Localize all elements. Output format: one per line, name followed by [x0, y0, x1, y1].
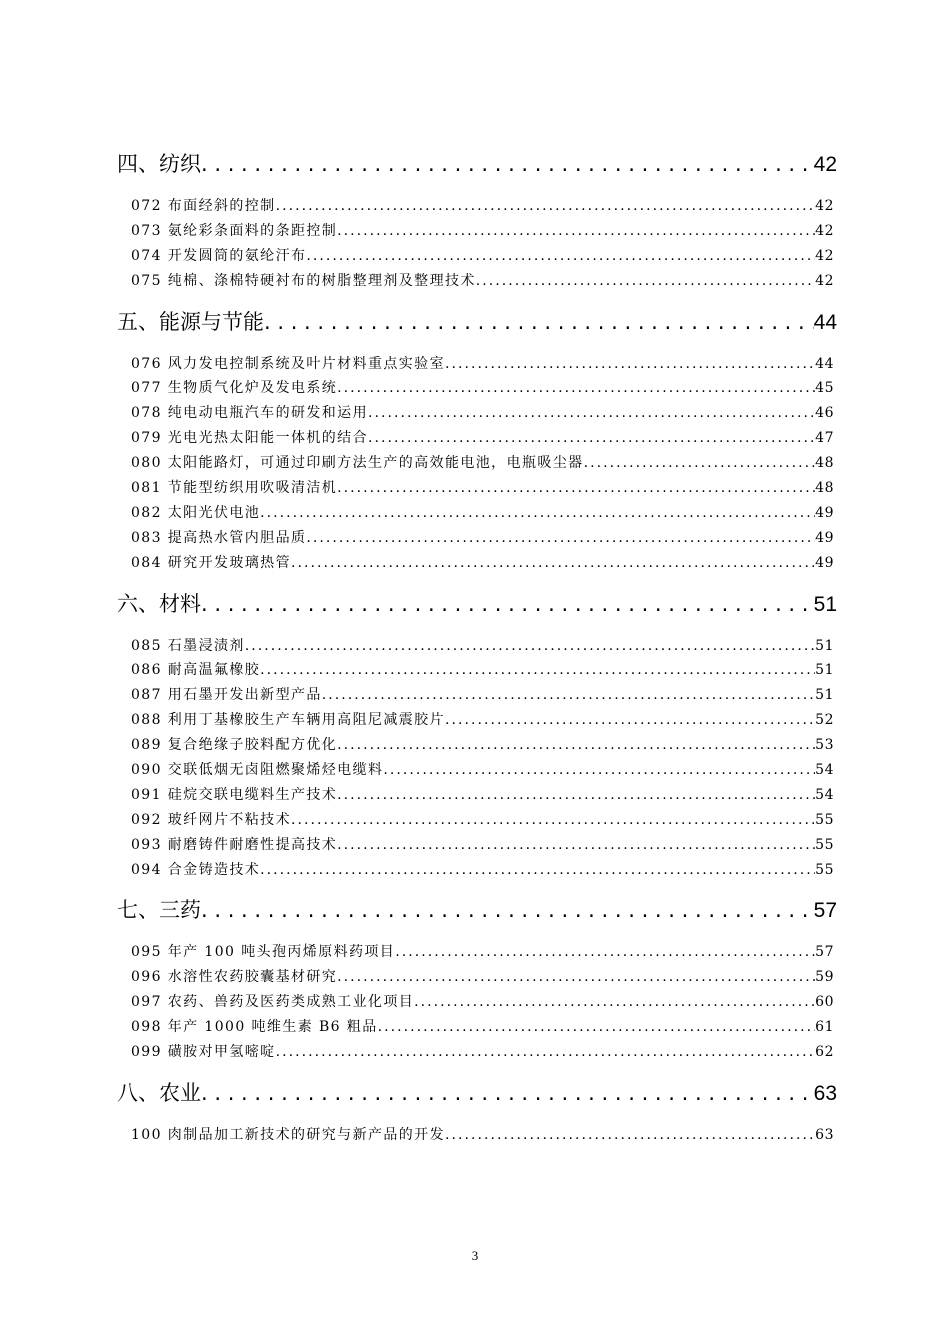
toc-entry[interactable] — [131, 808, 834, 833]
toc-entry-page: 57 — [815, 944, 834, 961]
dot-leader — [201, 148, 814, 180]
toc-entry-page: 63 — [815, 1126, 834, 1143]
toc-entry-page: 47 — [815, 430, 834, 447]
toc-entry-title: 090 交联低烟无卤阻燃聚烯烃电缆料 — [131, 762, 384, 779]
dot-leader — [368, 426, 815, 451]
toc-entry-page: 49 — [815, 504, 834, 521]
table-of-contents — [117, 148, 837, 1148]
dot-leader — [445, 708, 815, 733]
toc-entry-title: 081 节能型纺织用吹吸清洁机 — [131, 480, 338, 497]
dot-leader — [306, 526, 815, 551]
toc-entry[interactable] — [131, 376, 834, 401]
toc-entry[interactable] — [131, 990, 834, 1015]
toc-entry-title: 094 合金铸造技术 — [131, 861, 261, 878]
toc-entry-page: 55 — [815, 836, 834, 853]
toc-entry-title: 098 年产 1000 吨维生素 B6 粗品 — [131, 1019, 378, 1036]
dot-leader — [260, 658, 815, 683]
dot-leader — [276, 194, 816, 219]
toc-entry-title: 079 光电光热太阳能一体机的结合 — [131, 430, 368, 447]
toc-chapter-title: 七、三药 — [117, 898, 201, 923]
dot-leader — [245, 634, 815, 659]
toc-chapter[interactable] — [117, 894, 837, 926]
toc-entry-title: 084 研究开发玻璃热管 — [131, 554, 291, 571]
toc-entry-page: 44 — [815, 355, 834, 372]
toc-entry-page: 46 — [815, 405, 834, 422]
toc-chapter-page: 51 — [813, 592, 837, 616]
toc-entry-page: 49 — [815, 554, 834, 571]
toc-entry-page: 52 — [815, 712, 834, 729]
toc-entry-title: 086 耐高温氟橡胶 — [131, 662, 261, 679]
toc-entry-title: 096 水溶性农药胶囊基材研究 — [131, 969, 338, 986]
toc-entry-page: 42 — [815, 272, 834, 289]
toc-entry-title: 082 太阳光伏电池 — [131, 504, 261, 521]
toc-entry[interactable] — [131, 783, 834, 808]
toc-entry[interactable] — [131, 758, 834, 783]
toc-entry-page: 42 — [815, 198, 834, 214]
toc-entry[interactable] — [131, 1123, 834, 1148]
toc-entry-page: 49 — [815, 529, 834, 546]
toc-chapter[interactable] — [117, 588, 837, 620]
toc-entry[interactable] — [131, 219, 834, 244]
toc-entry[interactable] — [131, 401, 834, 426]
toc-entry[interactable] — [131, 501, 834, 526]
toc-entry-title: 075 纯棉、涤棉特硬衬布的树脂整理剂及整理技术 — [131, 272, 476, 289]
toc-entry[interactable] — [131, 1015, 834, 1040]
toc-entry-title: 083 提高热水管内胆品质 — [131, 529, 307, 546]
page-number: 3 — [471, 1248, 479, 1263]
dot-leader — [414, 990, 815, 1015]
dot-leader — [337, 965, 815, 990]
dot-leader — [201, 588, 814, 620]
dot-leader — [276, 1040, 816, 1065]
toc-entry-page: 51 — [815, 687, 834, 704]
toc-entry-page: 53 — [815, 737, 834, 754]
toc-chapter[interactable] — [117, 306, 837, 338]
toc-entry[interactable] — [131, 858, 834, 883]
toc-entry[interactable] — [131, 658, 834, 683]
dot-leader — [584, 451, 816, 476]
toc-entry-title: 074 开发圆筒的氨纶汗布 — [131, 247, 307, 264]
dot-leader — [322, 683, 815, 708]
toc-entry[interactable] — [131, 269, 834, 294]
toc-entry[interactable] — [131, 352, 834, 377]
dot-leader — [378, 1015, 816, 1040]
dot-leader — [445, 1123, 815, 1148]
dot-leader — [337, 476, 815, 501]
toc-entry-page: 42 — [815, 247, 834, 264]
toc-entry-title: 088 利用丁基橡胶生产车辆用高阻尼减震胶片 — [131, 712, 445, 729]
toc-chapter-title: 八、农业 — [117, 1080, 201, 1105]
toc-entry-title: 089 复合绝缘子胶料配方优化 — [131, 737, 338, 754]
dot-leader — [201, 894, 814, 926]
toc-entry[interactable] — [131, 708, 834, 733]
toc-entry[interactable] — [131, 965, 834, 990]
toc-entry-title: 077 生物质气化炉及发电系统 — [131, 380, 338, 397]
toc-entry-page: 61 — [815, 1019, 834, 1036]
toc-entry-page: 60 — [815, 994, 834, 1011]
dot-leader — [445, 352, 815, 377]
toc-chapter-title: 四、纺织 — [117, 152, 201, 176]
toc-chapter-title: 六、材料 — [117, 591, 201, 616]
toc-entry[interactable] — [131, 551, 834, 576]
dot-leader — [260, 858, 815, 883]
toc-entry-title: 093 耐磨铸件耐磨性提高技术 — [131, 836, 338, 853]
toc-entry-title: 076 风力发电控制系统及叶片材料重点实验室 — [131, 355, 445, 372]
toc-entry-title: 099 磺胺对甲氢嘧啶 — [131, 1044, 276, 1061]
toc-entry[interactable] — [131, 194, 834, 219]
toc-entry-page: 51 — [815, 662, 834, 679]
toc-entry[interactable] — [131, 940, 834, 965]
toc-entry[interactable] — [131, 244, 834, 269]
toc-entry-title: 085 石墨浸渍剂 — [131, 637, 245, 654]
toc-entry-title: 095 年产 100 吨头孢丙烯原料药项目 — [131, 944, 396, 961]
dot-leader — [291, 808, 815, 833]
toc-entry[interactable] — [131, 833, 834, 858]
toc-entry-page: 55 — [815, 861, 834, 878]
toc-entry-page: 54 — [815, 786, 834, 803]
toc-entry-page: 51 — [815, 637, 834, 654]
toc-entry-page: 45 — [815, 380, 834, 397]
dot-leader — [264, 306, 814, 338]
toc-entry-title: 092 玻纤网片不粘技术 — [131, 811, 291, 828]
toc-entry-title: 073 氨纶彩条面料的条距控制 — [131, 222, 338, 239]
toc-entry[interactable] — [131, 526, 834, 551]
toc-chapter-page: 42 — [813, 153, 837, 176]
toc-chapter-page: 57 — [813, 899, 837, 923]
dot-leader — [395, 940, 815, 965]
toc-entry-page: 62 — [815, 1044, 834, 1061]
toc-entry-title: 078 纯电动电瓶汽车的研发和运用 — [131, 405, 368, 422]
toc-chapter[interactable] — [117, 1077, 837, 1109]
dot-leader — [260, 501, 815, 526]
dot-leader — [306, 244, 815, 269]
toc-entry-page: 42 — [815, 222, 834, 239]
toc-entry-title: 072 布面经斜的控制 — [131, 198, 276, 214]
dot-leader — [337, 833, 815, 858]
toc-entry-page: 48 — [815, 455, 834, 472]
toc-entry-page: 48 — [815, 480, 834, 497]
dot-leader — [291, 551, 815, 576]
dot-leader — [337, 376, 815, 401]
dot-leader — [476, 269, 815, 294]
toc-entry-page: 59 — [815, 969, 834, 986]
toc-chapter[interactable] — [117, 148, 837, 180]
toc-entry[interactable] — [131, 476, 834, 501]
toc-entry[interactable] — [131, 634, 834, 659]
toc-entry[interactable] — [131, 683, 834, 708]
toc-entry-title: 100 肉制品加工新技术的研究与新产品的开发 — [131, 1126, 445, 1143]
toc-chapter-page: 44 — [813, 310, 837, 334]
toc-chapter-title: 五、能源与节能 — [117, 309, 264, 334]
toc-entry[interactable] — [131, 451, 834, 476]
toc-entry[interactable] — [131, 1040, 834, 1065]
toc-entry-page: 54 — [815, 762, 834, 779]
dot-leader — [337, 219, 815, 244]
dot-leader — [337, 783, 815, 808]
toc-entry[interactable] — [131, 426, 834, 451]
toc-chapter-page: 63 — [813, 1081, 837, 1105]
dot-leader — [383, 758, 815, 783]
toc-entry-title: 080 太阳能路灯，可通过印刷方法生产的高效能电池，电瓶吸尘器 — [131, 455, 584, 472]
toc-entry-title: 097 农药、兽药及医药类成熟工业化项目 — [131, 994, 415, 1011]
dot-leader — [201, 1077, 814, 1109]
dot-leader — [337, 733, 815, 758]
toc-entry-title: 087 用石墨开发出新型产品 — [131, 687, 322, 704]
dot-leader — [368, 401, 815, 426]
toc-entry-page: 55 — [815, 811, 834, 828]
toc-entry-title: 091 硅烷交联电缆料生产技术 — [131, 786, 338, 803]
toc-entry[interactable] — [131, 733, 834, 758]
